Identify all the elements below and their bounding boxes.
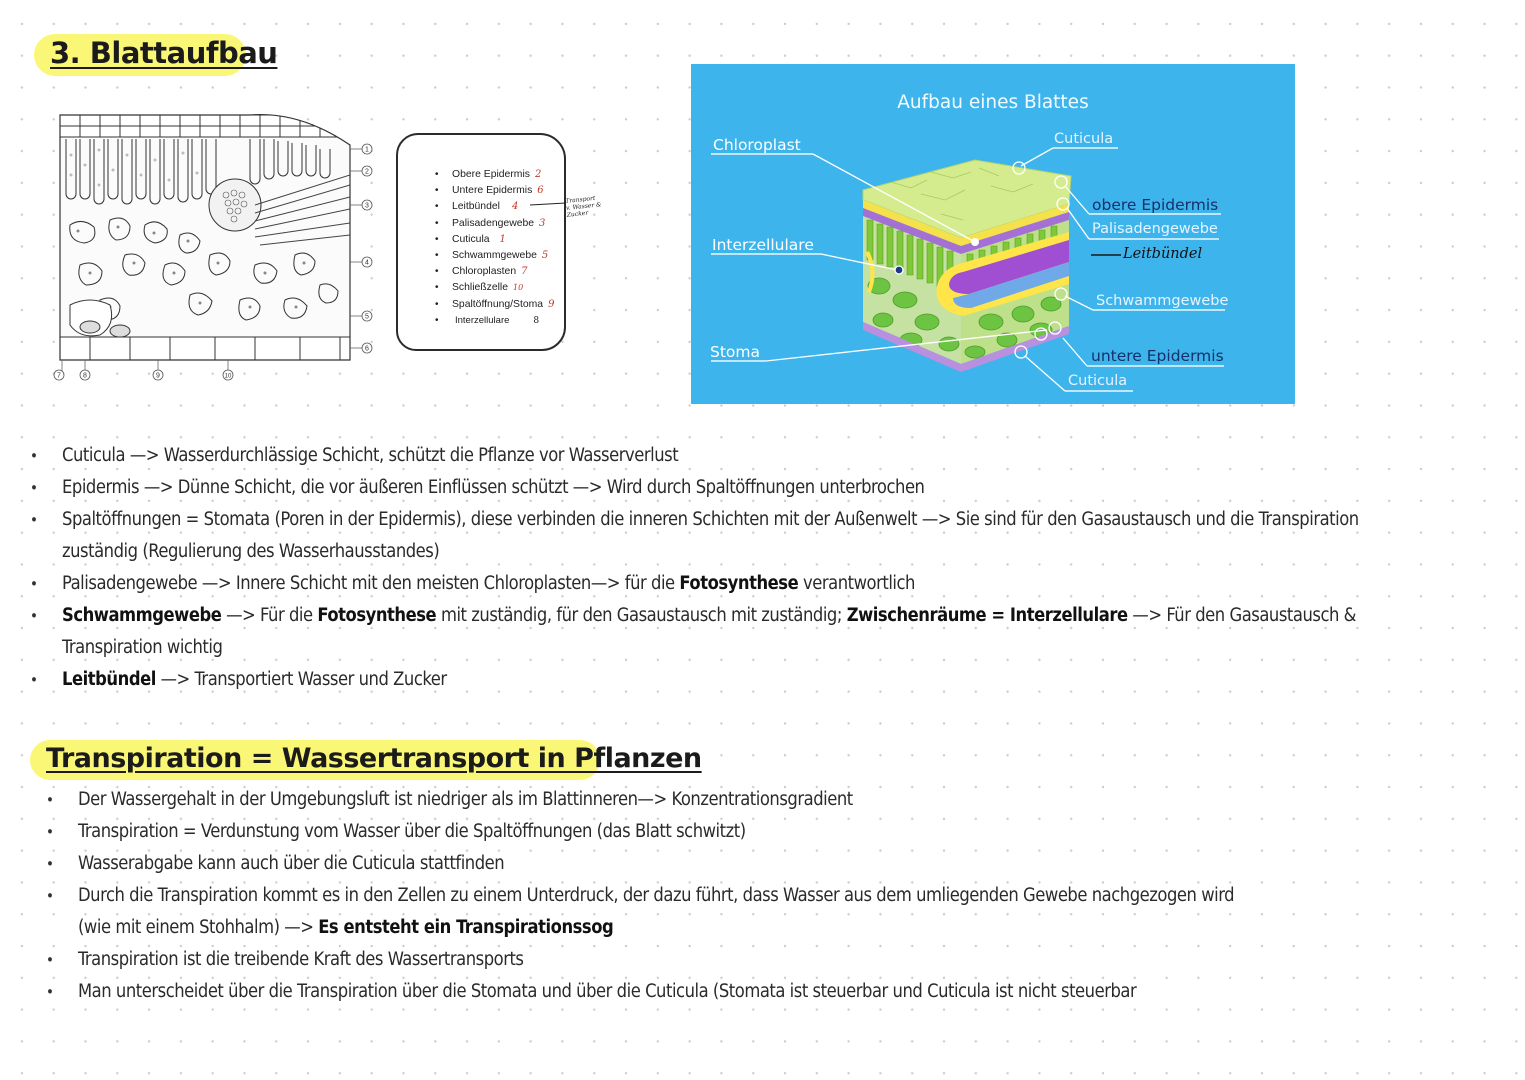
note-palisadengewebe: • Palisadengewebe —> Innere Schicht mit den meisten Chloroplasten—> für die Fotosynthese verantwortlich (62, 568, 1359, 600)
label-interzellulare: Interzellulare (712, 236, 814, 254)
legend-note: Transport v. Wasser & Zucker (565, 194, 602, 219)
callout-1: 1 (365, 146, 369, 154)
callout-9: 9 (156, 372, 160, 380)
legend-item: • Interzellulare 8 (452, 313, 554, 329)
legend-list (452, 167, 554, 329)
label-obere-epidermis: obere Epidermis (1092, 196, 1219, 214)
note-schwammgewebe: • Schwammgewebe —> Für die Fotosynthese mit zuständig, für den Gasaustausch mit zuständig; Zwischenräume = Interzellulare —> Für den Gasaustausch & (62, 600, 1359, 632)
leaf-cross-section-sketch (50, 105, 390, 385)
legend-item: • Chloroplasten 7 (452, 264, 554, 280)
leaf-diagram (691, 64, 1295, 404)
note-t6: • Transpiration ist die treibende Kraft des Wassertransports (78, 944, 1234, 976)
note-t1: • Der Wassergehalt in der Umgebungsluft ist niedriger als im Blattinneren—> Konzentrationsgradient (78, 784, 1234, 816)
legend-item: • Cuticula 1 (452, 232, 554, 248)
callout-5: 5 (365, 313, 369, 321)
note-spaltoeffnungen-cont: zuständig (Regulierung des Wasserhausstandes) (62, 541, 440, 562)
section-title-transpiration: Transpiration = Wassertransport in Pflanzen (46, 743, 702, 774)
callout-10: 10 (224, 373, 232, 380)
legend-note-arrow (530, 200, 570, 210)
callout-4: 4 (365, 259, 369, 267)
label-palisadengewebe: Palisadengewebe (1092, 221, 1218, 237)
note-schwammgewebe-cont: Transpiration wichtig (62, 637, 223, 658)
note-t3: • Wasserabgabe kann auch über die Cuticula stattfinden (78, 848, 1234, 880)
label-chloroplast: Chloroplast (713, 136, 801, 154)
legend-item: • Spaltöffnung/Stoma 9 (452, 297, 554, 313)
label-untere-epidermis: untere Epidermis (1091, 347, 1224, 365)
legend-item: • Schließzelle 10 (452, 280, 554, 296)
note-t4-cont: (wie mit einem Stohhalm) —> Es entsteht ein Transpirationssog (78, 917, 614, 938)
label-cuticula-bottom: Cuticula (1068, 373, 1128, 389)
note-t4: • Durch die Transpiration kommt es in den Zellen zu einem Unterdruck, der dazu führt, dass Wasser aus dem umliegenden Gewebe nachgezogen wird (78, 880, 1234, 912)
legend-item: • Untere Epidermis 6 (452, 183, 554, 199)
note-leitbuendel: • Leitbündel —> Transportiert Wasser und Zucker (62, 664, 1359, 696)
legend-item: • Palisadengewebe 3 (452, 216, 554, 232)
legend-item: • Schwammgewebe 5 (452, 248, 554, 264)
label-stoma: Stoma (710, 343, 760, 361)
label-cuticula-top: Cuticula (1054, 131, 1114, 147)
callout-3: 3 (365, 202, 369, 210)
section-title-blattaufbau: 3. Blattaufbau (50, 36, 278, 70)
label-leitbuendel: Leitbündel (1123, 246, 1203, 262)
legend-item: • Leitbündel 4 (452, 199, 554, 215)
legend-box (396, 133, 566, 351)
notes-blattaufbau (62, 440, 1359, 696)
note-epidermis: • Epidermis —> Dünne Schicht, die vor äußeren Einflüssen schützt —> Wird durch Spaltöffnungen unterbrochen (62, 472, 1359, 504)
note-cuticula: • Cuticula —> Wasserdurchlässige Schicht, schützt die Pflanze vor Wasserverlust (62, 440, 1359, 472)
note-t2: • Transpiration = Verdunstung vom Wasser über die Spaltöffnungen (das Blatt schwitzt) (78, 816, 1234, 848)
callout-8: 8 (83, 372, 87, 380)
label-schwammgewebe: Schwammgewebe (1096, 293, 1229, 309)
callout-7: 7 (57, 372, 61, 380)
notes-transpiration (78, 784, 1234, 1008)
note-spaltoeffnungen: • Spaltöffnungen = Stomata (Poren in der Epidermis), diese verbinden die inneren Schichten mit der Außenwelt —> Sie sind für den Gasaustausch und die Transpiration (62, 504, 1359, 536)
callout-2: 2 (365, 168, 369, 176)
diagram-title: Aufbau eines Blattes (897, 92, 1089, 113)
note-t7: • Man unterscheidet über die Transpiration über die Stomata und über die Cuticula (Stomata ist steuerbar und Cuticula ist nicht steuerbar (78, 976, 1234, 1008)
callout-6: 6 (365, 345, 369, 353)
legend-item: • Obere Epidermis 2 (452, 167, 554, 183)
